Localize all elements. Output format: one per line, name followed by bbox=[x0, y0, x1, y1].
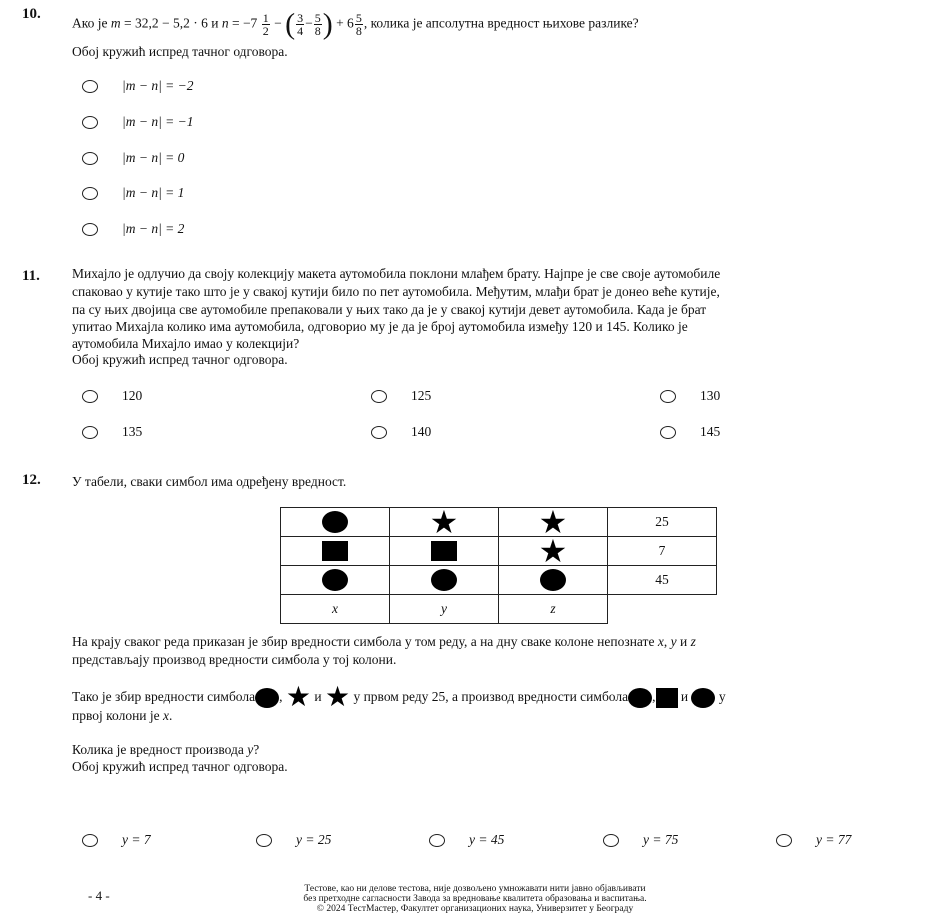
star-icon: ★ bbox=[285, 682, 311, 713]
q11-option-140[interactable] bbox=[371, 424, 431, 440]
radio-button[interactable] bbox=[82, 116, 98, 129]
symbol-table bbox=[280, 504, 717, 624]
circle-icon bbox=[691, 688, 715, 708]
table-cell bbox=[390, 537, 499, 566]
square-icon bbox=[431, 541, 457, 561]
column-product-cell: y bbox=[390, 595, 499, 624]
q12-option-3[interactable] bbox=[429, 832, 504, 848]
option-label: 145 bbox=[700, 424, 721, 439]
footer-line-2: без претходне сагласности Завода за вредновање квалитета образовања и васпитања. bbox=[303, 894, 647, 904]
footer-notice bbox=[210, 884, 740, 914]
q11-line-1: Михајло је одлучио да своју колекцију макета аутомобила поклони млађем брату. Најпре је све своје аутомобиле bbox=[72, 266, 721, 281]
table-cell bbox=[390, 566, 499, 595]
q10-intro: Ако је bbox=[72, 15, 108, 31]
radio-button[interactable] bbox=[371, 426, 387, 439]
option-label: |m − n| = 2 bbox=[122, 221, 185, 236]
q11-option-125[interactable] bbox=[371, 388, 431, 404]
radio-button[interactable] bbox=[660, 426, 676, 439]
column-product-cell: x bbox=[281, 595, 390, 624]
fraction-3-4: $\frac{3}{4}$ bbox=[297, 11, 304, 38]
radio-button[interactable] bbox=[82, 223, 98, 236]
q12-paragraph-2a: Тако је збир вредности симбола , ★ и ★ у првом реду 25, а производ вредности симбола , и у bbox=[72, 682, 726, 713]
table-cell bbox=[390, 504, 499, 540]
q11-option-120[interactable] bbox=[82, 388, 142, 404]
circle-icon bbox=[255, 688, 279, 708]
question-10-instruction: Обој кружић испред тачног одговора. bbox=[72, 44, 288, 59]
radio-button[interactable] bbox=[82, 80, 98, 93]
q12-option-1[interactable] bbox=[82, 832, 151, 848]
option-label: |m − n| = −2 bbox=[122, 78, 194, 93]
option-label: y = 77 bbox=[816, 832, 852, 847]
radio-button[interactable] bbox=[371, 390, 387, 403]
q11-line-3: па су њих двојица све аутомобиле препаковали у њих тако да је у свакој кутији девет аутомобила. Када је брат bbox=[72, 302, 707, 317]
q12-option-2[interactable] bbox=[256, 832, 331, 848]
option-label: |m − n| = 0 bbox=[122, 150, 185, 165]
right-paren: ) bbox=[322, 7, 333, 41]
radio-button[interactable] bbox=[82, 426, 98, 439]
table-cell bbox=[499, 566, 608, 595]
table-cell bbox=[281, 566, 390, 595]
q10-m-var: m bbox=[110, 15, 121, 31]
q12-paragraph-1a: На крају сваког реда приказан је збир вредности симбола у том реду, а на дну сваке колоне непознате x, y и z bbox=[72, 634, 696, 649]
square-icon bbox=[656, 688, 678, 708]
option-label: |m − n| = 1 bbox=[122, 185, 185, 200]
question-10-stem: Ако је m = 32,2 − 5,2 · 6 и n = −7 $\frac{1}{2}$ − ( $\frac{3}{4}$ − $\frac{5}{8}$ ) + 6 $\frac{5}{8}$ , колика је апсолутна вредност њихове разлике? bbox=[72, 7, 639, 41]
option-label: 125 bbox=[411, 388, 432, 403]
option-label: 140 bbox=[411, 424, 432, 439]
option-label: |m − n| = −1 bbox=[122, 114, 194, 129]
option-label: 130 bbox=[700, 388, 721, 403]
radio-button[interactable] bbox=[776, 834, 792, 847]
radio-button[interactable] bbox=[429, 834, 445, 847]
radio-button[interactable] bbox=[82, 152, 98, 165]
option-label: y = 25 bbox=[296, 832, 332, 847]
q12-question: Колика је вредност производа y? bbox=[72, 742, 260, 757]
table-row bbox=[281, 537, 717, 566]
fraction-1-2: $\frac{1}{2}$ bbox=[262, 11, 269, 38]
star-icon: ★ bbox=[538, 533, 568, 569]
table-cell bbox=[281, 508, 390, 537]
q11-line-5: аутомобила Михајло имао у колекцији? bbox=[72, 336, 300, 351]
q11-option-135[interactable] bbox=[82, 424, 142, 440]
question-11-number: 11. bbox=[22, 268, 40, 284]
circle-icon bbox=[540, 569, 566, 591]
question-12-number: 12. bbox=[22, 472, 41, 488]
q12-option-4[interactable] bbox=[603, 832, 678, 848]
star-icon: ★ bbox=[429, 504, 459, 540]
q12-option-5[interactable] bbox=[776, 832, 851, 848]
q10-option-2[interactable] bbox=[82, 114, 194, 130]
radio-button[interactable] bbox=[660, 390, 676, 403]
radio-button[interactable] bbox=[82, 834, 98, 847]
page-number: - 4 - bbox=[88, 888, 110, 903]
row-sum-cell: 7 bbox=[608, 537, 717, 566]
star-icon: ★ bbox=[538, 504, 568, 540]
circle-icon bbox=[431, 569, 457, 591]
q10-option-1[interactable] bbox=[82, 78, 194, 94]
question-11-instruction: Обој кружић испред тачног одговора. bbox=[72, 352, 288, 367]
left-paren: ( bbox=[285, 7, 296, 41]
radio-button[interactable] bbox=[82, 390, 98, 403]
option-label: 120 bbox=[122, 388, 143, 403]
q10-n-expr: = −7 bbox=[228, 15, 258, 31]
option-label: 135 bbox=[122, 424, 143, 439]
table-row bbox=[281, 508, 717, 537]
question-12-intro: У табели, сваки симбол има одређену вредност. bbox=[72, 474, 347, 489]
q11-option-145[interactable] bbox=[660, 424, 720, 440]
q10-option-3[interactable] bbox=[82, 150, 184, 166]
row-sum-cell: 45 bbox=[608, 566, 717, 595]
empty-cell bbox=[608, 595, 717, 624]
q10-option-4[interactable] bbox=[82, 185, 184, 201]
star-icon: ★ bbox=[324, 682, 351, 713]
table-cell bbox=[281, 537, 390, 566]
q10-m-expr: = 32,2 − 5,2 · 6 и bbox=[120, 15, 222, 31]
table-row bbox=[281, 566, 717, 595]
q10-n-var: n bbox=[221, 15, 229, 31]
column-product-cell: z bbox=[499, 595, 608, 624]
row-sum-cell: 25 bbox=[608, 508, 717, 537]
circle-icon bbox=[322, 569, 348, 591]
table-cell bbox=[499, 533, 608, 569]
radio-button[interactable] bbox=[603, 834, 619, 847]
q12-paragraph-1b: представљају производ вредности симбола у тој колони. bbox=[72, 652, 397, 667]
q10-question: , колика је апсолутна вредност њихове разлике? bbox=[363, 15, 639, 31]
radio-button[interactable] bbox=[82, 187, 98, 200]
radio-button[interactable] bbox=[256, 834, 272, 847]
fraction-5-8-b: $\frac{5}{8}$ bbox=[355, 11, 362, 38]
footer-line-3: © 2024 ТестМастер, Факултет организационих наука, Универзитет у Београду bbox=[316, 904, 634, 914]
fraction-5-8: $\frac{5}{8}$ bbox=[314, 11, 321, 38]
q11-line-4: упитао Михајла колико има аутомобила, одговорио му је да је број аутомобила између 120 и 145. Колико је bbox=[72, 319, 688, 334]
square-icon bbox=[322, 541, 348, 561]
option-label: y = 7 bbox=[122, 832, 151, 847]
q11-option-130[interactable] bbox=[660, 388, 720, 404]
question-12-instruction: Обој кружић испред тачног одговора. bbox=[72, 759, 288, 774]
circle-icon bbox=[322, 511, 348, 533]
option-label: y = 45 bbox=[469, 832, 505, 847]
question-10-number: 10. bbox=[22, 6, 41, 22]
q10-option-5[interactable] bbox=[82, 221, 184, 237]
option-label: y = 75 bbox=[643, 832, 679, 847]
circle-icon bbox=[628, 688, 652, 708]
footer-line-1: Тестове, као ни делове тестова, није дозвољено умножавати нити јавно објављивати bbox=[304, 884, 646, 894]
q11-line-2: спаковао у кутије тако што је у свакој кутији било по пет аутомобила. Међутим, млађи брат је донео веће кутије, bbox=[72, 284, 720, 299]
table-row bbox=[281, 595, 717, 624]
q12-paragraph-2b: првој колони је x. bbox=[72, 708, 173, 723]
